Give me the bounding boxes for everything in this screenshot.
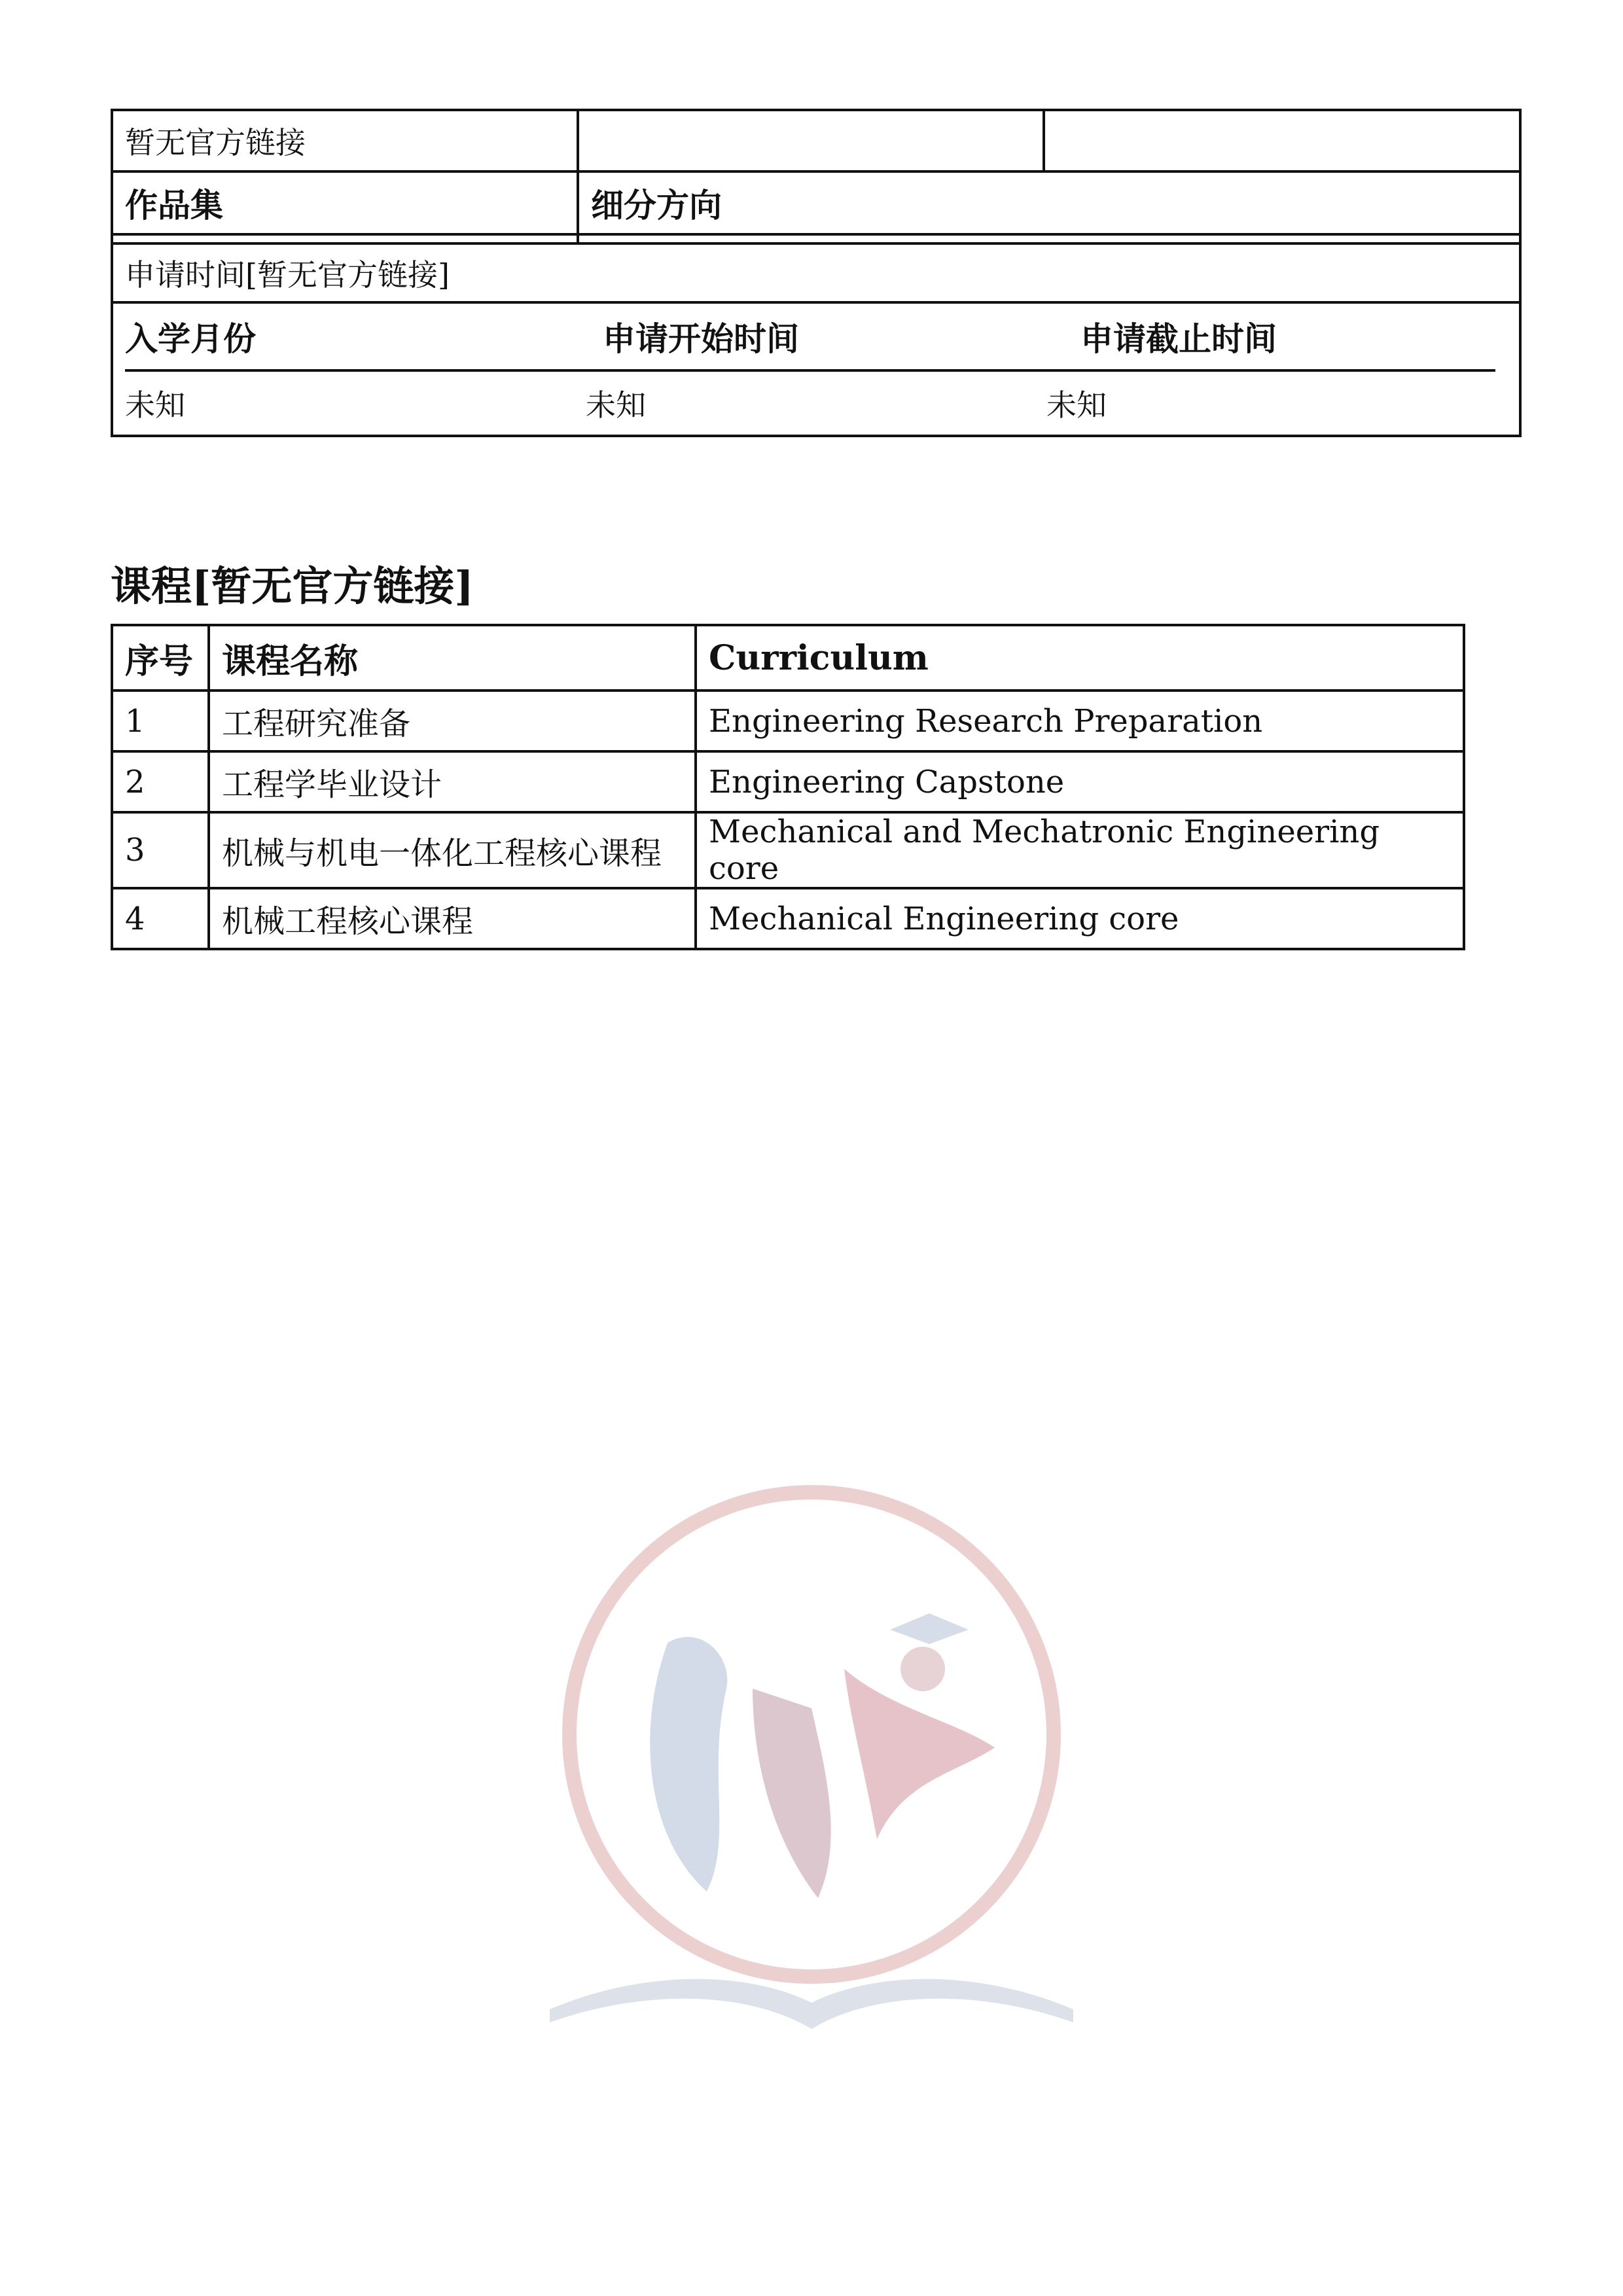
apply-time-headers <box>125 304 1495 372</box>
course-curriculum: Engineering Capstone <box>696 751 1464 812</box>
courses-table <box>111 624 1465 950</box>
info-cell <box>579 111 1045 170</box>
watermark-figure <box>844 1669 995 1839</box>
course-name: 机械工程核心课程 <box>209 888 696 949</box>
apply-time-title: 申请时间[暂无官方链接] <box>125 257 450 293</box>
info-row-link <box>113 111 1519 173</box>
table-row <box>112 812 1464 888</box>
book-icon <box>550 1979 1073 2029</box>
intake-month-header: 入学月份 <box>125 319 256 358</box>
courses-section-title: 课程[暂无官方链接] <box>111 562 474 610</box>
apply-deadline-header: 申请截止时间 <box>1080 319 1277 358</box>
course-number: 3 <box>112 812 209 888</box>
course-name: 工程研究准备 <box>209 691 696 751</box>
table-row <box>112 751 1464 812</box>
apply-start-header: 申请开始时间 <box>603 319 799 358</box>
portfolio-header: 作品集 <box>113 173 579 233</box>
specialization-header: 细分方向 <box>591 186 722 224</box>
course-curriculum: Mechanical Engineering core <box>696 888 1464 949</box>
course-name: 机械与机电一体化工程核心课程 <box>209 812 696 888</box>
program-info-table <box>111 109 1522 437</box>
info-cell <box>579 236 603 242</box>
graduation-cap-icon <box>890 1613 969 1644</box>
intake-month-value: 未知 <box>125 387 185 423</box>
apply-start-value: 未知 <box>586 387 646 423</box>
course-name: 工程学毕业设计 <box>209 751 696 812</box>
col-curriculum-header: Curriculum <box>696 625 1464 691</box>
info-row-empty <box>113 236 1519 245</box>
watermark-letter <box>753 1689 831 1898</box>
info-cell: 暂无官方链接 <box>113 111 579 170</box>
course-curriculum: Mechanical and Mechatronic Engineering core <box>696 812 1464 888</box>
apply-time-subtable <box>113 304 1519 435</box>
apply-deadline-value: 未知 <box>1046 387 1107 423</box>
courses-header-row <box>112 625 1464 691</box>
course-number: 1 <box>112 691 209 751</box>
table-row <box>112 691 1464 751</box>
col-number-header: 序号 <box>112 625 209 691</box>
watermark-head <box>901 1647 945 1691</box>
info-cell <box>1045 111 1519 170</box>
education-logo-icon <box>537 1473 1086 2049</box>
apply-time-values <box>125 372 1507 435</box>
course-curriculum: Engineering Research Preparation <box>696 691 1464 751</box>
course-number: 2 <box>112 751 209 812</box>
watermark-letter <box>650 1637 727 1892</box>
table-row <box>112 888 1464 949</box>
apply-time-title-row <box>113 245 1519 304</box>
col-course-name-header: 课程名称 <box>209 625 696 691</box>
course-number: 4 <box>112 888 209 949</box>
info-row-headers <box>113 173 1519 236</box>
info-cell <box>113 236 579 242</box>
